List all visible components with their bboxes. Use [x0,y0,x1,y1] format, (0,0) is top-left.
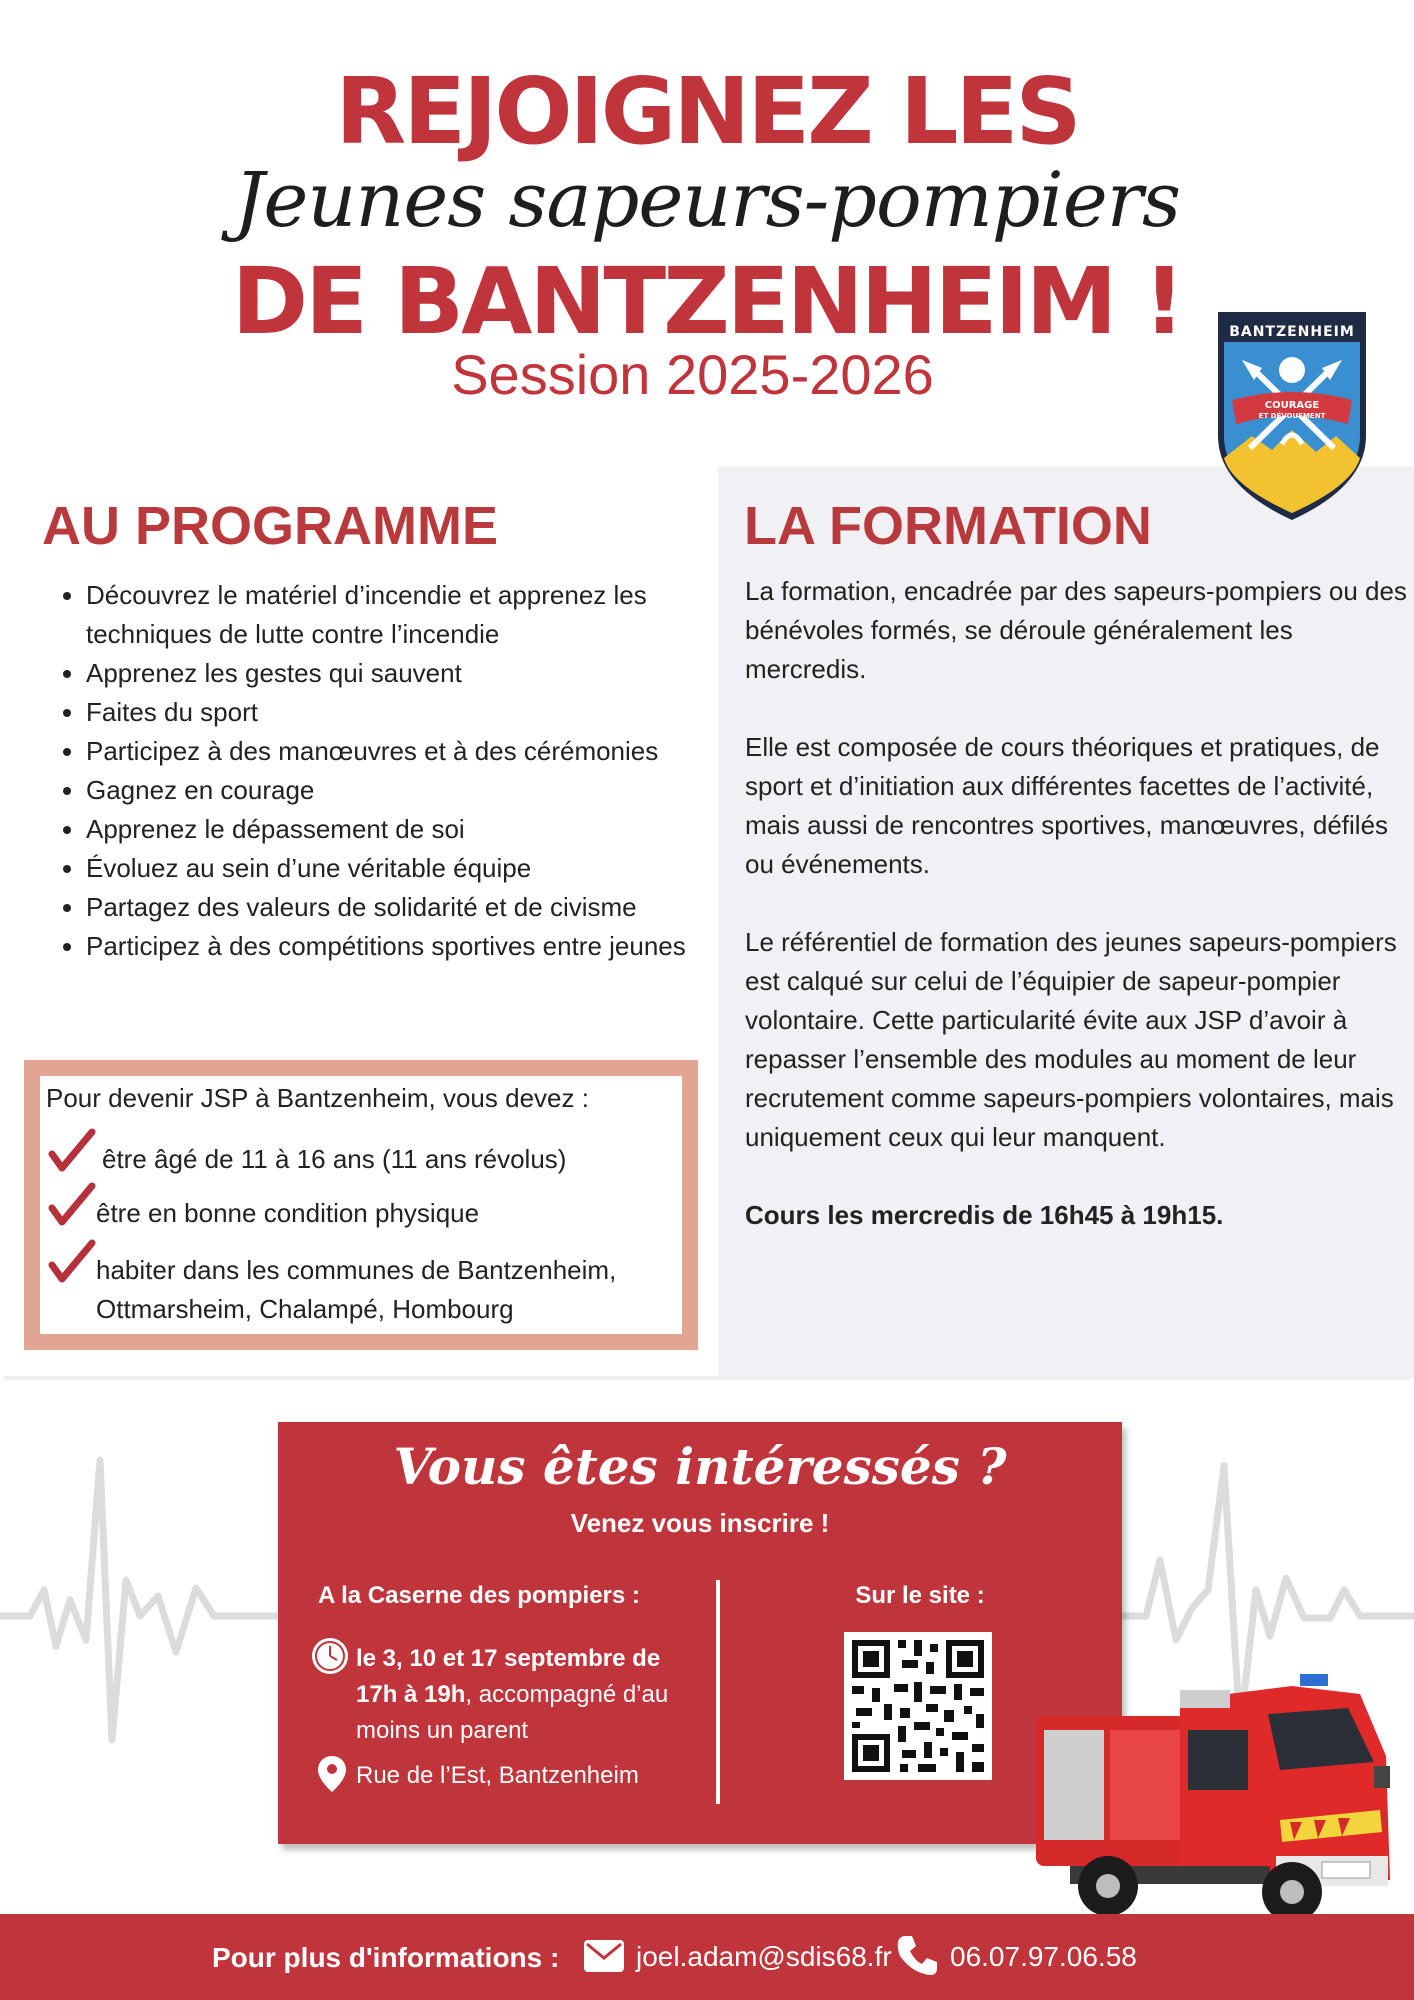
formation-title: LA FORMATION [744,496,1152,556]
svg-text:ET DÉVOUEMENT: ET DÉVOUEMENT [1258,412,1326,420]
list-item: • Participez à des compétitions sportives entre jeunes [86,927,766,966]
list-item: • Faites du sport [86,693,766,732]
section-divider [4,1376,1410,1380]
headline-line-2: Jeunes sapeurs-pompiers [233,155,1181,244]
list-item: • Partagez des valeurs de solidarité et de civisme [86,888,766,927]
footer-label: Pour plus d'informations : [212,1942,560,1973]
address-text: Rue de l’Est, Bantzenheim [356,1762,639,1789]
formation-schedule: Cours les mercredis de 16h45 à 19h15. [745,1200,1224,1230]
checkmark-icon [48,1128,98,1178]
formation-paragraph: La formation, encadrée par des sapeurs-pompiers ou des bénévoles formés, se déroule généralement les mercredis. [745,576,1407,684]
site-label: Sur le site : [855,1582,985,1609]
headline-line-1: REJOIGNEZ LES [335,58,1079,165]
contact-email[interactable]: joel.adam@sdis68.fr [636,1941,892,1972]
programme-list [36,576,766,966]
list-item: • Apprenez le dépassement de soi [86,810,766,849]
svg-text:BANTZENHEIM: BANTZENHEIM [1229,324,1355,340]
formation-text [745,572,1410,1235]
mail-icon [584,1940,624,1972]
list-item: • Découvrez le matériel d’incendie et apprenez les techniques de lutte contre l’incendie [86,576,766,654]
interest-title: Vous êtes intéressés ? [393,1437,1007,1496]
list-item: • Évoluez au sein d’une véritable équipe [86,849,766,888]
checkmark-icon [48,1182,98,1232]
firefighter-badge-icon [1212,308,1372,524]
list-item: • Gagnez en courage [86,771,766,810]
requirement-item: habiter dans les communes de Bantzenheim, Ottmarsheim, Chalampé, Hombourg [48,1251,686,1329]
formation-paragraph: Elle est composée de cours théoriques et pratiques, de sport et d’initiation aux différentes facettes de l’activité, mais aussi de rencontres sportives, manœuvres, défilés ou événements. [745,732,1389,879]
headline-line-3: DE BANTZENHEIM ! [231,248,1183,355]
programme-title: AU PROGRAMME [42,496,498,556]
location-pin-icon [318,1756,346,1792]
registration-dates: le 3, 10 et 17 septembre de 17h à 19h, accompagné d’au moins un parent [356,1645,669,1744]
requirement-item: être âgé de 11 à 16 ans (11 ans révolus) [48,1140,692,1179]
svg-text:COURAGE: COURAGE [1264,400,1320,411]
caserne-label: A la Caserne des pompiers : [318,1582,640,1609]
column-divider [716,1580,720,1804]
qr-code[interactable] [844,1632,992,1780]
formation-paragraph: Le référentiel de formation des jeunes sapeurs-pompiers est calqué sur celui de l’équipier de sapeur-pompier volontaire. Cette particularité évite aux JSP d’avoir à repasser l’ensemble des modules au moment de leur recrutement comme sapeurs-pompiers volontaires, mais uniquement ceux qui leur manquent. [745,927,1397,1152]
interest-subtitle: Venez vous inscrire ! [570,1508,830,1538]
phone-icon [896,1934,938,1976]
fire-truck-image [1030,1660,1402,1930]
clock-icon [310,1636,350,1676]
contact-phone[interactable]: 06.07.97.06.58 [950,1941,1137,1972]
list-item: • Apprenez les gestes qui sauvent [86,654,766,693]
list-item: • Participez à des manœuvres et à des cérémonies [86,732,766,771]
session-label: Session 2025-2026 [451,343,934,406]
checkmark-icon [48,1239,98,1289]
requirement-item: être en bonne condition physique [48,1194,686,1233]
requirements-intro: Pour devenir JSP à Bantzenheim, vous devez : [46,1083,589,1113]
